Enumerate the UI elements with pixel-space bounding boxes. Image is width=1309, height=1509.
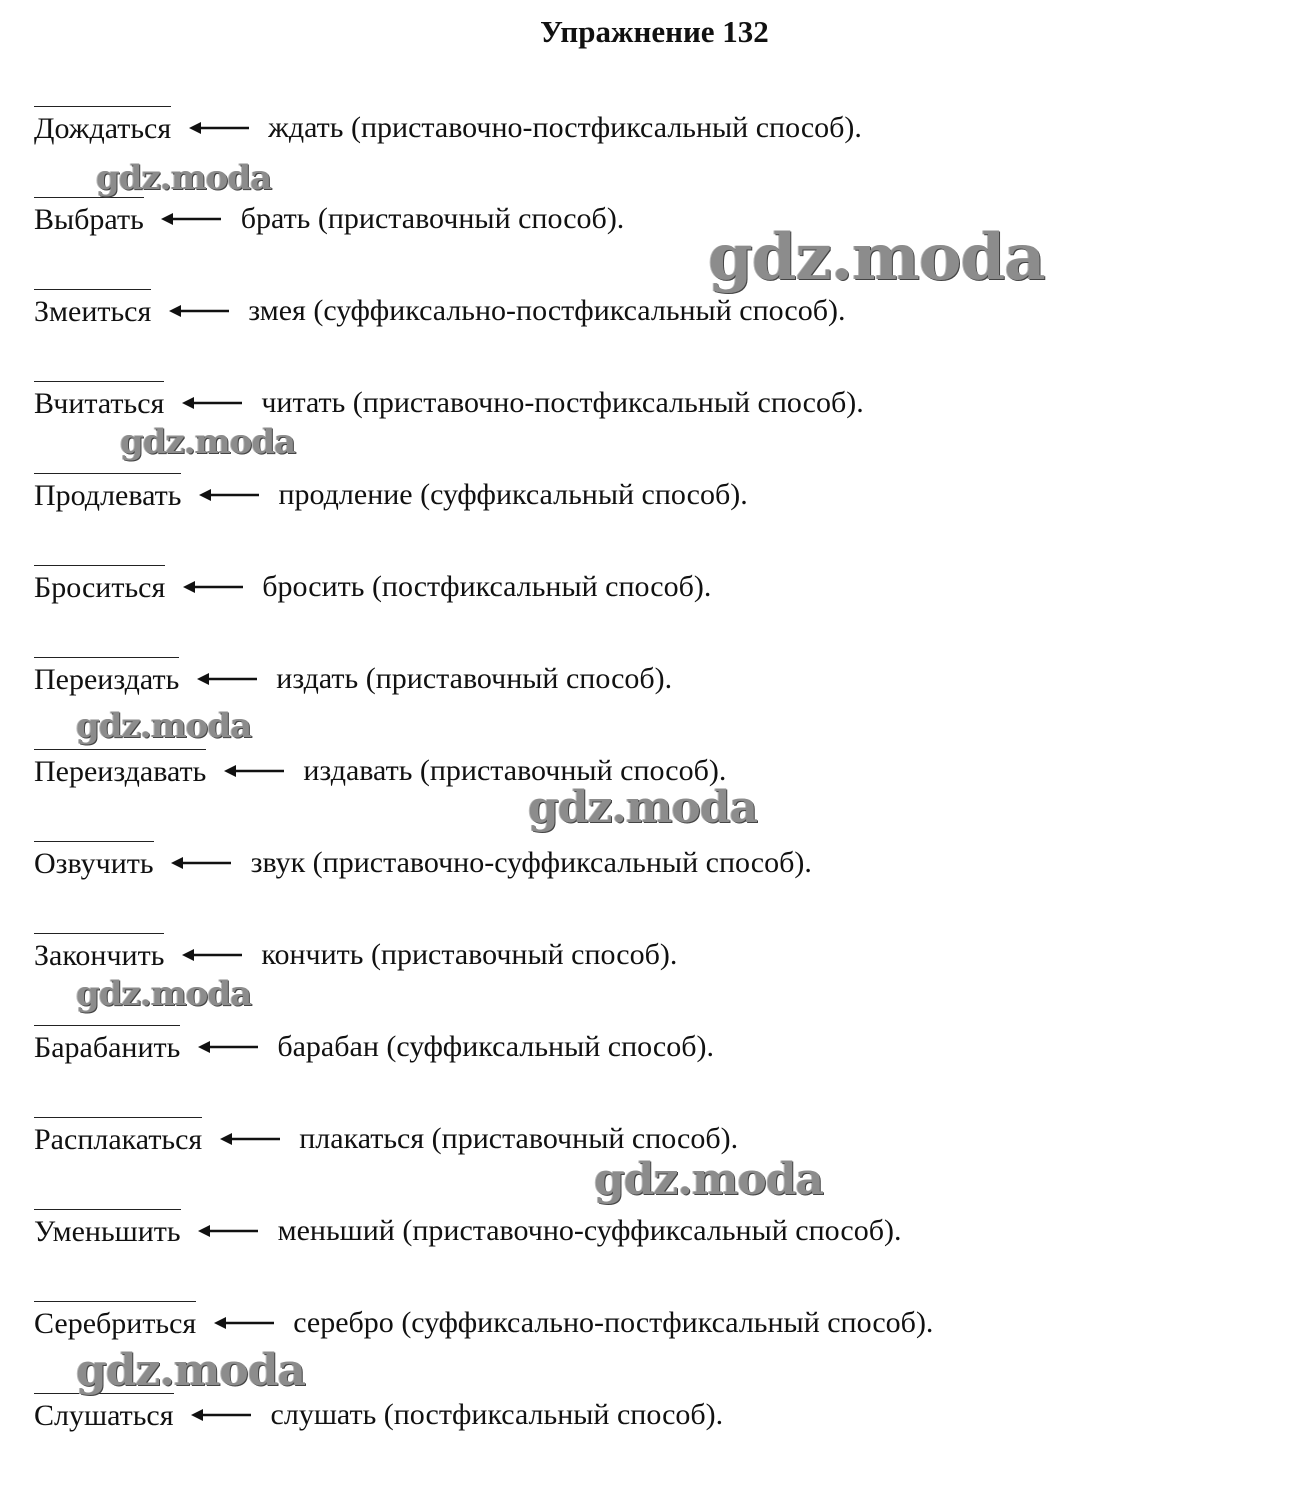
derivation-row [34, 1393, 723, 1437]
formation-method: (постфиксальный способ). [371, 570, 712, 603]
formation-method: (приставочно-суффиксальный способ). [312, 846, 812, 879]
left-arrow-icon [214, 1301, 276, 1345]
derivation-row [34, 933, 677, 977]
derived-word: Расплакаться [34, 1117, 202, 1162]
derived-word: Озвучить [34, 841, 154, 886]
left-arrow-icon [198, 1209, 260, 1253]
derived-word: Барабанить [34, 1025, 180, 1070]
derived-word: Закончить [34, 933, 164, 978]
left-arrow-icon [191, 1393, 253, 1437]
formation-method: (приставочный способ). [365, 662, 673, 695]
watermark: gdz.moda [528, 782, 758, 833]
left-arrow-icon [161, 197, 223, 241]
exercise-title: Упражнение 132 [540, 14, 769, 49]
source-word: бросить [262, 570, 365, 603]
source-word: плакаться [299, 1122, 425, 1155]
source-word: брать [240, 202, 311, 235]
formation-method: (приставочный способ). [370, 938, 678, 971]
source-word: издавать [303, 754, 413, 787]
source-word: меньший [277, 1214, 395, 1247]
source-word: змея [248, 294, 306, 327]
left-arrow-icon [220, 1117, 282, 1161]
formation-method: (приставочный способ). [317, 202, 625, 235]
derived-word: Выбрать [34, 197, 144, 242]
source-word: барабан [277, 1030, 379, 1063]
derived-word: Вчитаться [34, 381, 164, 426]
derivation-row [34, 565, 711, 609]
source-word: издать [276, 662, 359, 695]
left-arrow-icon [169, 289, 231, 333]
formation-method: (суффиксально-постфиксальный способ). [401, 1306, 934, 1339]
derived-word: Слушаться [34, 1393, 174, 1438]
derivation-row [34, 197, 624, 241]
left-arrow-icon [198, 1025, 260, 1069]
formation-method: (приставочно-постфиксальный способ). [352, 386, 864, 419]
left-arrow-icon [171, 841, 233, 885]
formation-method: (суффиксальный способ). [420, 478, 748, 511]
formation-method: (постфиксальный способ). [383, 1398, 724, 1431]
source-word: звук [250, 846, 306, 879]
derived-word: Переиздать [34, 657, 179, 702]
derivation-row [34, 1209, 902, 1253]
derivation-row [34, 1301, 933, 1345]
formation-method: (приставочный способ). [419, 754, 727, 787]
watermark: gdz.moda [96, 158, 272, 198]
derived-word: Броситься [34, 565, 165, 610]
watermark: gdz.moda [76, 974, 252, 1014]
formation-method: (суффиксально-постфиксальный способ). [313, 294, 846, 327]
formation-method: (приставочный способ). [431, 1122, 739, 1155]
left-arrow-icon [224, 749, 286, 793]
derivation-row [34, 1025, 714, 1069]
left-arrow-icon [183, 565, 245, 609]
source-word: кончить [261, 938, 364, 971]
source-word: слушать [270, 1398, 377, 1431]
source-word: ждать [268, 111, 344, 144]
watermark: gdz.moda [76, 706, 252, 746]
derivation-row [34, 473, 748, 517]
derived-word: Дождаться [34, 106, 171, 151]
formation-method: (приставочно-постфиксальный способ). [350, 111, 862, 144]
left-arrow-icon [197, 657, 259, 701]
derivation-row [34, 106, 862, 150]
watermark: gdz.moda [708, 220, 1045, 295]
watermark: gdz.moda [76, 1345, 306, 1396]
derivation-row [34, 381, 864, 425]
formation-method: (приставочно-суффиксальный способ). [402, 1214, 902, 1247]
derivation-row [34, 657, 672, 701]
formation-method: (суффиксальный способ). [386, 1030, 714, 1063]
left-arrow-icon [182, 933, 244, 977]
watermark: gdz.moda [594, 1154, 824, 1205]
source-word: продление [278, 478, 413, 511]
left-arrow-icon [189, 106, 251, 150]
left-arrow-icon [182, 381, 244, 425]
derived-word: Змеиться [34, 289, 151, 334]
derived-word: Продлевать [34, 473, 181, 518]
left-arrow-icon [199, 473, 261, 517]
derived-word: Переиздавать [34, 749, 206, 794]
derivation-row [34, 289, 845, 333]
source-word: читать [261, 386, 346, 419]
source-word: серебро [293, 1306, 394, 1339]
watermark: gdz.moda [120, 422, 296, 462]
derived-word: Серебриться [34, 1301, 196, 1346]
derived-word: Уменьшить [34, 1209, 181, 1254]
derivation-row [34, 841, 812, 885]
